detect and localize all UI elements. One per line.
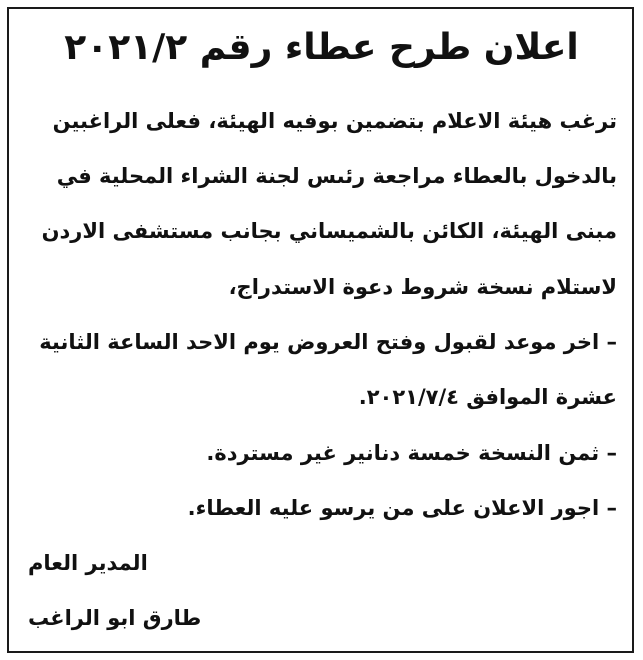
- price-item: – ثمن النسخة خمسة دنانير غير مستردة.: [206, 441, 617, 465]
- announcement-title: اعلان طرح عطاء رقم ٢٠٢١/٢: [64, 27, 579, 68]
- deadline-date: عشرة الموافق ٢٠٢١/٧/٤.: [358, 385, 617, 409]
- signature-name: طارق ابو الراغب: [28, 606, 202, 630]
- ad-fees-item: – اجور الاعلان على من يرسو عليه العطاء.: [187, 496, 617, 520]
- paragraph-line-3: مبنى الهيئة، الكائن بالشميساني بجانب مستشفى الاردن: [41, 219, 617, 243]
- signature-position: المدير العام: [28, 551, 148, 575]
- paragraph-line-2: بالدخول بالعطاء مراجعة رئىس لجنة الشراء المحلية في: [56, 164, 617, 188]
- paragraph-line-4: لاستلام نسخة شروط دعوة الاستدراج،: [228, 275, 617, 299]
- paragraph-line-1: ترغب هيئة الاعلام بتضمين بوفيه الهيئة، فعلى الراغبين: [52, 109, 617, 133]
- deadline-item: – اخر موعد لقبول وفتح العروض يوم الاحد الساعة الثانية: [39, 330, 617, 354]
